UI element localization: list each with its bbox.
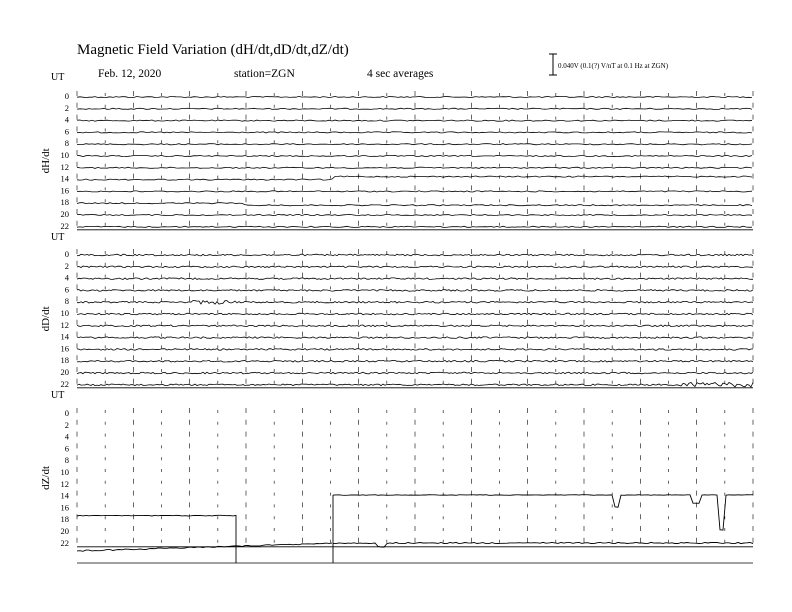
hour-label: 14 — [60, 490, 69, 501]
hour-label: 2 — [64, 102, 69, 113]
trace-line — [77, 290, 753, 292]
hour-label: 6 — [64, 126, 69, 137]
trace-line — [77, 226, 752, 227]
hour-label: 20 — [60, 367, 69, 377]
trace-line — [77, 214, 752, 215]
ut-label: UT — [51, 390, 65, 401]
hour-label: 16 — [60, 185, 69, 196]
hour-label: 14 — [60, 331, 69, 342]
trace-line — [77, 176, 752, 180]
y-axis-label: dD/dt — [40, 306, 52, 332]
averaging-label: 4 sec averages — [367, 68, 434, 80]
trace-line — [77, 132, 752, 133]
ut-label: UT — [51, 72, 65, 83]
hour-label: 4 — [64, 114, 69, 125]
panel-dzdt — [40, 390, 753, 563]
trace-line — [77, 337, 753, 339]
trace-line — [77, 360, 753, 362]
y-axis-label: dH/dt — [40, 148, 52, 174]
panels — [40, 72, 753, 563]
station-label: station=ZGN — [234, 68, 295, 80]
hour-label: 0 — [64, 408, 69, 418]
trace-line — [77, 120, 752, 121]
hour-label: 20 — [60, 209, 69, 219]
trace-line — [77, 167, 752, 168]
trace-line — [77, 325, 753, 327]
hour-label: 12 — [60, 161, 69, 172]
hour-label: 0 — [64, 91, 69, 101]
trace-line — [333, 495, 753, 563]
trace-line — [77, 191, 752, 192]
hour-label: 22 — [60, 220, 69, 231]
hour-label: 6 — [64, 443, 69, 454]
trace-line — [77, 155, 752, 156]
hour-label: 16 — [60, 502, 69, 513]
hour-label: 10 — [60, 467, 69, 477]
trace-line — [77, 144, 752, 145]
hour-label: 2 — [64, 260, 69, 271]
trace-line — [77, 254, 753, 256]
trace-line — [77, 313, 753, 315]
trace-line — [77, 515, 236, 563]
hour-label: 20 — [60, 526, 69, 536]
hour-label: 12 — [60, 319, 69, 330]
hour-label: 18 — [60, 355, 69, 366]
hour-label: 12 — [60, 478, 69, 489]
scale-bar — [549, 54, 557, 75]
trace-line — [77, 278, 753, 280]
hour-label: 4 — [64, 431, 69, 442]
hour-label: 6 — [64, 284, 69, 295]
hour-label: 10 — [60, 150, 69, 160]
chart-title: Magnetic Field Variation (dH/dt,dD/dt,dZ/dt) — [77, 42, 349, 58]
panel-dddt — [40, 232, 753, 389]
hour-label: 16 — [60, 343, 69, 354]
trace-line — [77, 372, 753, 374]
hour-label: 18 — [60, 514, 69, 525]
trace-line — [77, 203, 752, 206]
hour-label: 8 — [64, 296, 69, 307]
y-axis-label: dZ/dt — [40, 465, 52, 490]
hour-label: 10 — [60, 308, 69, 318]
trace-line — [77, 266, 753, 268]
hour-label: 22 — [60, 378, 69, 389]
hour-label: 0 — [64, 249, 69, 259]
trace-line — [77, 96, 752, 97]
hour-label: 14 — [60, 173, 69, 184]
scale-note: 0.040V (0.1(?) V/nT at 0.1 Hz at ZGN) — [558, 62, 669, 70]
hour-label: 2 — [64, 419, 69, 430]
hour-label: 18 — [60, 197, 69, 208]
hour-label: 4 — [64, 272, 69, 283]
panel-dhdt — [40, 72, 753, 231]
hour-label: 8 — [64, 455, 69, 466]
date-label: Feb. 12, 2020 — [98, 68, 162, 80]
trace-line — [77, 349, 753, 351]
ut-label: UT — [51, 232, 65, 243]
hour-label: 8 — [64, 138, 69, 149]
trace-line — [77, 108, 752, 109]
hour-label: 22 — [60, 537, 69, 548]
